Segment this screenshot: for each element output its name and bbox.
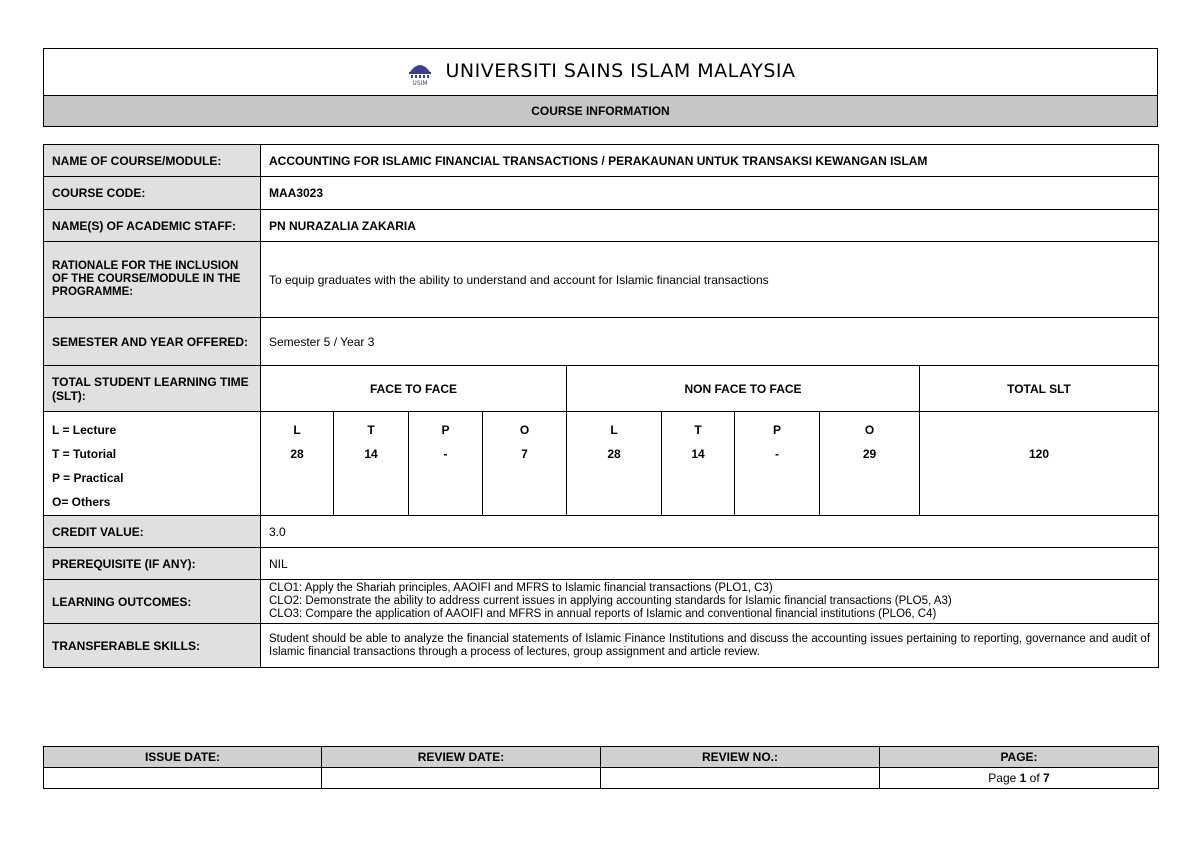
prereq-value: NIL — [261, 548, 1159, 580]
nf2f-others-header: O — [864, 423, 875, 437]
document-footer — [43, 746, 1159, 789]
slt-label: TOTAL STUDENT LEARNING TIME (SLT): — [44, 366, 261, 412]
outcome-clo2: CLO2: Demonstrate the ability to address current issues in applying accounting standards for Islamic financial transactions (PLO5, A3) — [269, 595, 952, 607]
f2f-practical-header: P — [441, 423, 450, 437]
non-face-to-face-header: NON FACE TO FACE — [567, 366, 920, 412]
nf2f-others-cell — [820, 412, 920, 516]
legend-others: O= Others — [52, 495, 111, 509]
nf2f-lecture-cell — [567, 412, 662, 516]
credit-label: CREDIT VALUE: — [44, 516, 261, 548]
nf2f-practical-cell — [735, 412, 820, 516]
course-name-row — [44, 145, 1159, 177]
nf2f-lecture-header: L — [610, 423, 618, 437]
logo-text: USIM — [411, 79, 428, 86]
review-date-label: REVIEW DATE: — [322, 747, 601, 768]
prereq-label: PREREQUISITE (IF ANY): — [44, 548, 261, 580]
university-name: UNIVERSITI SAINS ISLAM MALAYSIA — [445, 59, 796, 82]
semester-value: Semester 5 / Year 3 — [261, 318, 1159, 366]
skills-value: Student should be able to analyze the financial statements of Islamic Finance Institutions and discuss the accounting issues pertaining to reporting, governance and audit of Islamic financial transactions through a process of lectures, group assignment and article review. — [261, 624, 1159, 668]
nf2f-practical-header: P — [772, 423, 781, 437]
staff-value: PN NURAZALIA ZAKARIA — [261, 210, 1159, 242]
f2f-lecture-value: 28 — [290, 447, 304, 461]
f2f-tutorial-cell — [334, 412, 409, 516]
page-prefix: Page — [988, 771, 1020, 785]
staff-row — [44, 210, 1159, 242]
f2f-tutorial-header: T — [367, 423, 375, 437]
section-title: COURSE INFORMATION — [44, 96, 1158, 127]
outcomes-label: LEARNING OUTCOMES: — [44, 580, 261, 624]
legend-lecture: L = Lecture — [52, 423, 117, 437]
course-info-table — [43, 144, 1159, 668]
outcomes-value — [261, 580, 1159, 624]
outcome-clo1: CLO1: Apply the Shariah principles, AAOIFI and MFRS to Islamic financial transactions (PLO1, C3) — [269, 582, 773, 594]
page-of: of — [1026, 771, 1044, 785]
outcomes-row — [44, 580, 1159, 624]
review-date-value — [322, 768, 601, 789]
total-slt-header: TOTAL SLT — [920, 366, 1159, 412]
issue-date-value — [44, 768, 322, 789]
page-current: 1 — [1019, 771, 1027, 785]
semester-label: SEMESTER AND YEAR OFFERED: — [44, 318, 261, 366]
skills-row — [44, 624, 1159, 668]
f2f-practical-value: - — [443, 447, 448, 461]
issue-date-label: ISSUE DATE: — [44, 747, 322, 768]
course-code-row — [44, 177, 1159, 210]
nf2f-practical-value: - — [775, 447, 779, 461]
page-label: PAGE: — [880, 747, 1159, 768]
f2f-lecture-cell — [261, 412, 334, 516]
f2f-tutorial-value: 14 — [364, 447, 378, 461]
staff-label: NAME(S) OF ACADEMIC STAFF: — [44, 210, 261, 242]
total-slt-value: 120 — [1028, 447, 1050, 461]
slt-legend — [44, 412, 261, 516]
outcome-clo3: CLO3: Compare the application of AAOIFI and MFRS in annual reports of Islamic and conventional financial institutions (PLO6, C4) — [269, 608, 937, 620]
total-slt-cell — [920, 412, 1159, 516]
rationale-row — [44, 242, 1159, 318]
semester-row — [44, 318, 1159, 366]
slt-header-row — [44, 366, 1159, 412]
course-name-value: ACCOUNTING FOR ISLAMIC FINANCIAL TRANSACTIONS / PERAKAUNAN UNTUK TRANSAKSI KEWANGAN ISLAM — [261, 145, 1159, 177]
credit-row — [44, 516, 1159, 548]
credit-value: 3.0 — [261, 516, 1159, 548]
skills-label: TRANSFERABLE SKILLS: — [44, 624, 261, 668]
f2f-practical-cell — [409, 412, 483, 516]
f2f-others-header: O — [519, 423, 530, 437]
f2f-lecture-header: L — [293, 423, 301, 437]
page-number — [880, 768, 1159, 789]
course-name-label: NAME OF COURSE/MODULE: — [44, 145, 261, 177]
usim-logo — [406, 56, 434, 86]
course-code-label: COURSE CODE: — [44, 177, 261, 210]
slt-values-row — [44, 412, 1159, 516]
legend-practical: P = Practical — [52, 471, 124, 485]
rationale-label: RATIONALE FOR THE INCLUSION OF THE COURSE/MODULE IN THE PROGRAMME: — [44, 242, 261, 318]
nf2f-tutorial-value: 14 — [691, 447, 705, 461]
f2f-others-value: 7 — [521, 447, 528, 461]
f2f-others-cell — [483, 412, 567, 516]
face-to-face-header: FACE TO FACE — [261, 366, 567, 412]
review-no-label: REVIEW NO.: — [601, 747, 880, 768]
nf2f-tutorial-header: T — [694, 423, 702, 437]
page-total: 7 — [1043, 771, 1050, 785]
document-header — [43, 48, 1158, 127]
rationale-value: To equip graduates with the ability to understand and account for Islamic financial transactions — [261, 242, 1159, 318]
nf2f-lecture-value: 28 — [607, 447, 621, 461]
nf2f-others-value: 29 — [862, 447, 877, 461]
title-cell — [44, 49, 1158, 96]
prereq-row — [44, 548, 1159, 580]
course-code-value: MAA3023 — [261, 177, 1159, 210]
review-no-value — [601, 768, 880, 789]
legend-tutorial: T = Tutorial — [52, 447, 117, 461]
nf2f-tutorial-cell — [662, 412, 735, 516]
